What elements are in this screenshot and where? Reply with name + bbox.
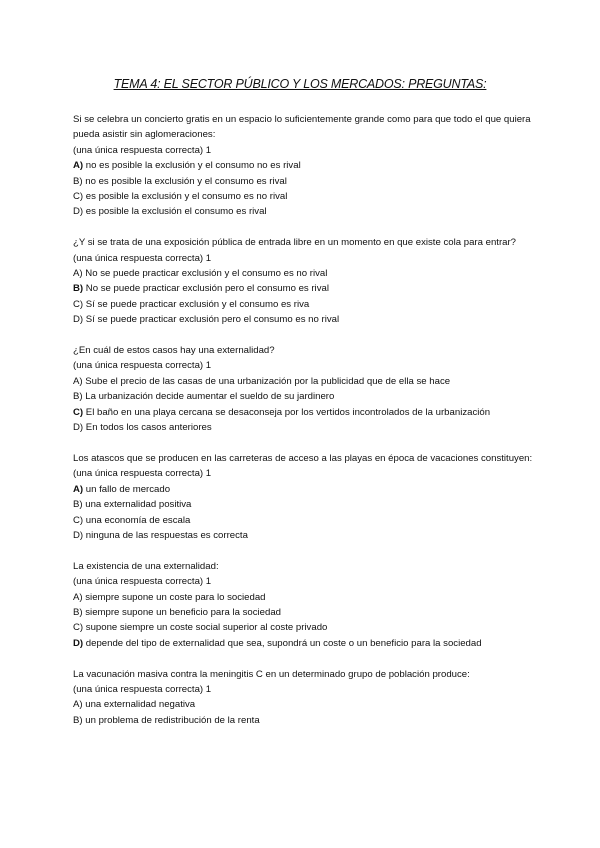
answer-option [73, 405, 533, 420]
option-letter: B) [73, 283, 84, 295]
option-letter: B) [73, 499, 83, 511]
question-note: (una única respuesta correcta) 1 [73, 252, 212, 264]
option-letter: A) [73, 375, 83, 387]
answer-option [73, 174, 533, 189]
answer-option [73, 312, 533, 327]
answer-option [73, 482, 533, 497]
answer-option [73, 620, 533, 635]
option-letter: B) [73, 606, 83, 618]
option-text: siempre supone un beneficio para la sociedad [82, 606, 281, 618]
option-letter: B) [73, 391, 83, 403]
option-letter: D) [73, 206, 84, 218]
question-block [73, 112, 533, 220]
option-text: un fallo de mercado [83, 483, 171, 495]
question-note: (una única respuesta correcta) 1 [73, 360, 212, 372]
question-block [73, 559, 533, 651]
question-note: (una única respuesta correcta) 1 [73, 683, 212, 695]
option-letter: C) [73, 191, 84, 203]
answer-option [73, 590, 533, 605]
question-text: La vacunación masiva contra la meningitis C en un determinado grupo de población produce: [73, 668, 470, 680]
answer-option [73, 605, 533, 620]
answer-option [73, 528, 533, 543]
page-title: TEMA 4: EL SECTOR PÚBLICO Y LOS MERCADOS: PREGUNTAS: [113, 77, 487, 91]
option-text: siempre supone un coste para lo sociedad [82, 591, 266, 603]
question-text: Si se celebra un concierto gratis en un espacio lo suficientemente grande como para que todo el que quiera pueda asistir sin aglomeraciones: [73, 114, 531, 141]
questions-list [73, 112, 533, 744]
answer-option [73, 204, 533, 219]
option-letter: C) [73, 622, 84, 634]
option-letter: C) [73, 298, 84, 310]
answer-option [73, 297, 533, 312]
option-text: El baño en una playa cercana se desaconseja por los vertidos incontrolados de la urbanización [83, 406, 491, 418]
option-letter: A) [73, 160, 84, 172]
answer-option [73, 713, 533, 728]
option-text: es posible la exclusión el consumo es rival [83, 206, 267, 218]
option-letter: C) [73, 514, 84, 526]
question-text: ¿Y si se trata de una exposición pública de entrada libre en un momento en que existe cola para entrar? [73, 237, 517, 249]
option-text: Sí se puede practicar exclusión y el consumo es riva [83, 298, 310, 310]
option-text: no es posible la exclusión y el consumo es rival [82, 175, 287, 187]
option-text: depende del tipo de externalidad que sea, supondrá un coste o un beneficio para la sociedad [83, 637, 482, 649]
question-block [73, 667, 533, 729]
option-letter: A) [73, 483, 84, 495]
option-text: supone siempre un coste social superior al coste privado [83, 622, 328, 634]
question-block [73, 451, 533, 543]
question-text: ¿En cuál de estos casos hay una externalidad? [73, 345, 275, 357]
answer-option [73, 266, 533, 281]
option-text: una externalidad positiva [82, 499, 192, 511]
question-note: (una única respuesta correcta) 1 [73, 468, 212, 480]
option-letter: D) [73, 314, 84, 326]
answer-option [73, 189, 533, 204]
question-note: (una única respuesta correcta) 1 [73, 576, 212, 588]
answer-option [73, 636, 533, 651]
option-text: una externalidad negativa [82, 699, 196, 711]
option-letter: B) [73, 714, 83, 726]
option-text: ninguna de las respuestas es correcta [83, 529, 248, 541]
option-letter: A) [73, 591, 83, 603]
option-letter: D) [73, 422, 84, 434]
question-note: (una única respuesta correcta) 1 [73, 144, 212, 156]
option-text: No se puede practicar exclusión y el consumo es no rival [82, 268, 328, 280]
question-block [73, 235, 533, 327]
option-text: Sí se puede practicar exclusión pero el consumo es no rival [83, 314, 340, 326]
option-text: es posible la exclusión y el consumo es no rival [83, 191, 288, 203]
answer-option [73, 389, 533, 404]
option-text: No se puede practicar exclusión pero el consumo es rival [83, 283, 329, 295]
option-text: un problema de redistribución de la renta [82, 714, 260, 726]
option-letter: C) [73, 406, 84, 418]
option-text: Sube el precio de las casas de una urbanización por la publicidad que de ella se hace [82, 375, 451, 387]
answer-option [73, 281, 533, 296]
answer-option [73, 374, 533, 389]
question-block [73, 343, 533, 435]
option-letter: D) [73, 529, 84, 541]
answer-option [73, 497, 533, 512]
option-letter: A) [73, 699, 83, 711]
question-text: La existencia de una externalidad: [73, 560, 219, 572]
option-text: En todos los casos anteriores [83, 422, 212, 434]
option-letter: D) [73, 637, 84, 649]
answer-option [73, 697, 533, 712]
answer-option [73, 420, 533, 435]
option-text: una economía de escala [83, 514, 191, 526]
answer-option [73, 158, 533, 173]
option-letter: B) [73, 175, 83, 187]
answer-option [73, 513, 533, 528]
option-letter: A) [73, 268, 83, 280]
question-text: Los atascos que se producen en las carreteras de acceso a las playas en época de vacaciones constituyen: [73, 452, 533, 464]
option-text: La urbanización decide aumentar el sueldo de su jardinero [82, 391, 335, 403]
option-text: no es posible la exclusión y el consumo no es rival [83, 160, 301, 172]
